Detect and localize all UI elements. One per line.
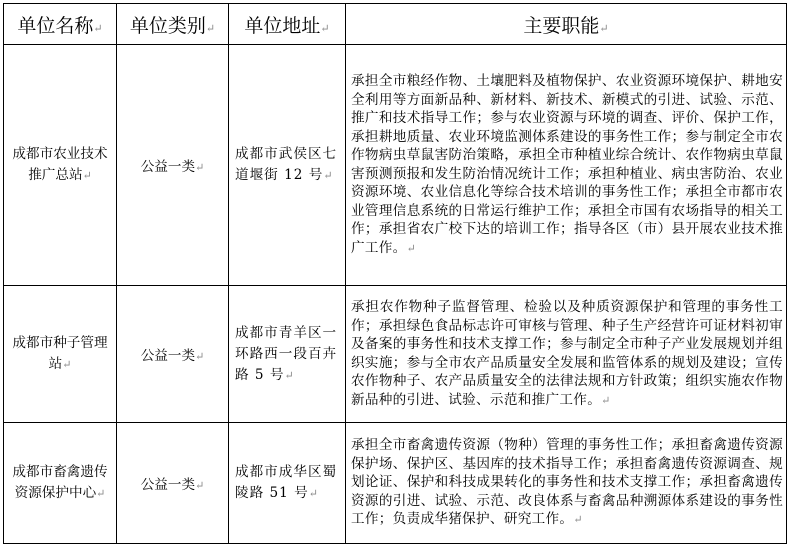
unit-type-cell: 公益一类↵: [117, 423, 229, 544]
unit-address-cell: 成都市武侯区七道堰街 12 号↵: [229, 45, 346, 286]
unit-name-cell: 成都市种子管理站↵: [4, 286, 117, 423]
table-row: [4, 45, 787, 286]
unit-address-cell: 成都市成华区蜀陵路 51 号↵: [229, 423, 346, 544]
header-unit-address: 单位地址↵: [229, 4, 346, 45]
unit-duties-cell: 承担农作物种子监督管理、检验以及种质资源保护和管理的事务性工作；承担绿色食品标志许可审核与管理、种子生产经营许可证材料初审及备案的事务性和技术支撑工作；参与制定全市种子产业发展规划并组织实施；参与全市农产品质量安全发展和监管体系的规划及建设；宣传农作物种子、农产品质量安全的法律法规和方针政策；组织实施农作物新品种的引进、试验、示范和推广工作。↵: [346, 286, 787, 423]
header-unit-name: 单位名称↵: [4, 4, 117, 45]
unit-type-cell: 公益一类↵: [117, 45, 229, 286]
unit-functions-table: [3, 3, 787, 544]
unit-name-cell: 成都市畜禽遗传资源保护中心↵: [4, 423, 117, 544]
unit-name-cell: 成都市农业技术推广总站↵: [4, 45, 117, 286]
unit-address-cell: 成都市青羊区一环路西一段百卉路 5 号↵: [229, 286, 346, 423]
unit-duties-cell: 承担全市畜禽遗传资源（物种）管理的事务性工作；承担畜禽遗传资源保护场、保护区、基因库的技术指导工作；承担畜禽遗传资源调查、规划论证、保护和科技成果转化的事务性和技术支撑工作；承担畜禽遗传资源的引进、试验、示范、改良体系与畜禽品种溯源体系建设的事务性工作；负责成华猪保护、研究工作。↵: [346, 423, 787, 544]
table-header-row: [4, 4, 787, 45]
table-row: [4, 286, 787, 423]
header-unit-type: 单位类别↵: [117, 4, 229, 45]
table-row: [4, 423, 787, 544]
unit-duties-cell: 承担全市粮经作物、土壤肥料及植物保护、农业资源环境保护、耕地安全利用等方面新品种、新材料、新技术、新模式的引进、试验、示范、推广和技术指导工作；参与农业资源与环境的调查、评价、保护工作，承担耕地质量、农业环境监测体系建设的事务性工作；参与制定全市农作物病虫草鼠害防治策略，承担全市种植业综合统计、农作物病虫草鼠害预测预报和发生防治情况统计工作；承担种植业、病虫害防治、农业资源环境、农业信息化等综合技术培训的事务性工作；承担全市都市农业管理信息系统的日常运行维护工作；承担全市国有农场指导的相关工作；承担省农广校下达的培训工作；指导各区（市）县开展农业技术推广工作。↵: [346, 45, 787, 286]
unit-type-cell: 公益一类↵: [117, 286, 229, 423]
header-main-duties: 主要职能↵: [346, 4, 787, 45]
